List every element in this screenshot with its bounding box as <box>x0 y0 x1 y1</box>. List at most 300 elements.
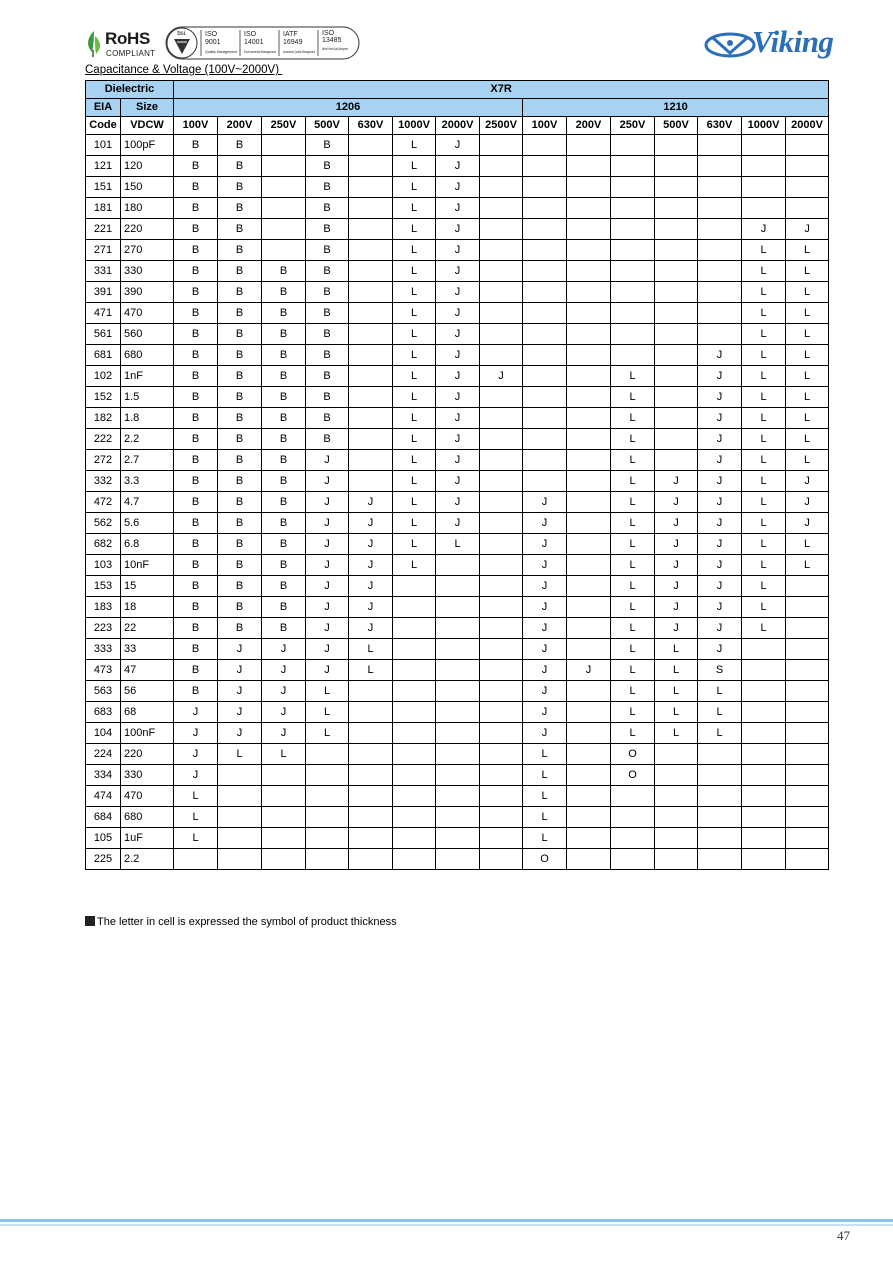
thickness-cell: B <box>174 408 218 429</box>
thickness-cell <box>349 765 393 786</box>
eia-code-cell: 271 <box>86 240 121 261</box>
thickness-cell <box>786 156 829 177</box>
capacitance-voltage-table <box>85 80 829 870</box>
thickness-cell: J <box>698 534 742 555</box>
thickness-cell: B <box>218 534 262 555</box>
thickness-cell <box>393 849 436 870</box>
thickness-cell: J <box>655 513 698 534</box>
thickness-cell: L <box>742 555 786 576</box>
thickness-cell: L <box>655 639 698 660</box>
thickness-cell: J <box>523 576 567 597</box>
thickness-cell: J <box>436 135 480 156</box>
thickness-cell: J <box>174 744 218 765</box>
thickness-cell: L <box>523 786 567 807</box>
thickness-cell: B <box>262 513 306 534</box>
thickness-cell <box>349 282 393 303</box>
table-caption: Capacitance & Voltage (100V~2000V) <box>85 64 283 76</box>
thickness-cell <box>306 786 349 807</box>
thickness-cell: B <box>174 660 218 681</box>
viking-emblem-icon <box>704 31 756 59</box>
thickness-cell <box>742 135 786 156</box>
eia-code-cell: 272 <box>86 450 121 471</box>
capacitance-cell: 5.6 <box>121 513 174 534</box>
table-row <box>86 450 829 471</box>
table-row <box>86 492 829 513</box>
thickness-cell <box>655 765 698 786</box>
thickness-cell <box>698 135 742 156</box>
thickness-cell <box>567 786 611 807</box>
thickness-cell <box>567 429 611 450</box>
thickness-cell <box>436 555 480 576</box>
thickness-cell <box>218 807 262 828</box>
thickness-cell: B <box>262 408 306 429</box>
thickness-cell <box>349 135 393 156</box>
thickness-cell: B <box>218 156 262 177</box>
thickness-cell: B <box>218 366 262 387</box>
table-row <box>86 345 829 366</box>
thickness-cell: J <box>349 534 393 555</box>
table-row <box>86 723 829 744</box>
thickness-cell <box>436 807 480 828</box>
thickness-cell <box>480 429 523 450</box>
thickness-cell: B <box>306 366 349 387</box>
thickness-cell: J <box>698 408 742 429</box>
thickness-cell <box>523 303 567 324</box>
cert-std-4: ISO <box>322 30 335 37</box>
thickness-cell: J <box>698 345 742 366</box>
thickness-cell: L <box>611 702 655 723</box>
table-row <box>86 681 829 702</box>
thickness-cell: B <box>218 219 262 240</box>
footer-rule-light <box>0 1224 893 1226</box>
table-row <box>86 513 829 534</box>
thickness-cell <box>786 198 829 219</box>
thickness-cell <box>655 240 698 261</box>
thickness-cell <box>786 702 829 723</box>
thickness-cell <box>567 198 611 219</box>
thickness-cell: L <box>393 282 436 303</box>
eia-code-cell: 391 <box>86 282 121 303</box>
thickness-cell <box>611 786 655 807</box>
thickness-cell <box>349 366 393 387</box>
thickness-cell <box>567 324 611 345</box>
thickness-cell: B <box>174 345 218 366</box>
capacitance-cell: 220 <box>121 219 174 240</box>
thickness-cell: L <box>393 471 436 492</box>
thickness-cell <box>349 177 393 198</box>
table-row <box>86 576 829 597</box>
thickness-cell: L <box>523 828 567 849</box>
thickness-cell <box>698 240 742 261</box>
thickness-cell: J <box>436 471 480 492</box>
capacitance-cell: 2.2 <box>121 849 174 870</box>
thickness-cell <box>480 282 523 303</box>
thickness-cell <box>742 198 786 219</box>
eia-code-cell: 333 <box>86 639 121 660</box>
thickness-cell <box>480 597 523 618</box>
table-row <box>86 786 829 807</box>
thickness-cell <box>786 849 829 870</box>
thickness-cell <box>349 324 393 345</box>
thickness-cell <box>262 135 306 156</box>
thickness-cell <box>436 786 480 807</box>
capacitance-cell: 4.7 <box>121 492 174 513</box>
thickness-cell: B <box>306 261 349 282</box>
thickness-cell <box>611 219 655 240</box>
thickness-cell: J <box>306 576 349 597</box>
table-row <box>86 807 829 828</box>
table-row <box>86 639 829 660</box>
thickness-cell: J <box>523 513 567 534</box>
cert-std-1: ISO <box>205 31 218 38</box>
thickness-cell <box>611 303 655 324</box>
thickness-cell: L <box>786 303 829 324</box>
thickness-cell <box>306 744 349 765</box>
eia-code-cell: 153 <box>86 576 121 597</box>
capacitance-cell: 120 <box>121 156 174 177</box>
thickness-cell <box>655 303 698 324</box>
thickness-cell: L <box>611 660 655 681</box>
rohs-leaf-icon <box>85 30 103 58</box>
thickness-cell <box>786 177 829 198</box>
thickness-cell: B <box>218 324 262 345</box>
thickness-cell: B <box>174 366 218 387</box>
thickness-cell: J <box>698 387 742 408</box>
thickness-cell: L <box>786 534 829 555</box>
thickness-cell: B <box>218 387 262 408</box>
table-row <box>86 366 829 387</box>
thickness-cell: L <box>523 765 567 786</box>
capacitance-cell: 1.8 <box>121 408 174 429</box>
table-row <box>86 177 829 198</box>
table-row <box>86 135 829 156</box>
thickness-cell: L <box>393 450 436 471</box>
thickness-cell: L <box>218 744 262 765</box>
thickness-cell: B <box>262 597 306 618</box>
thickness-cell <box>349 345 393 366</box>
thickness-cell: L <box>742 618 786 639</box>
thickness-cell: B <box>262 303 306 324</box>
cert-desc-2: Environmental Management <box>244 50 277 54</box>
thickness-cell <box>786 765 829 786</box>
thickness-cell <box>436 639 480 660</box>
thickness-cell: J <box>436 450 480 471</box>
thickness-cell <box>655 345 698 366</box>
thickness-cell: B <box>218 240 262 261</box>
thickness-cell <box>742 786 786 807</box>
thickness-cell: J <box>436 387 480 408</box>
thickness-cell: J <box>436 513 480 534</box>
thickness-cell <box>567 555 611 576</box>
thickness-cell <box>480 177 523 198</box>
thickness-cell <box>567 597 611 618</box>
bsi-mark: bsi. <box>177 31 187 37</box>
thickness-cell: B <box>174 492 218 513</box>
thickness-cell <box>655 450 698 471</box>
thickness-cell: L <box>393 492 436 513</box>
thickness-cell: J <box>786 471 829 492</box>
thickness-cell <box>436 765 480 786</box>
thickness-cell: J <box>218 639 262 660</box>
voltage-header-1210: 250V <box>611 117 655 135</box>
thickness-cell: J <box>655 576 698 597</box>
thickness-cell <box>480 303 523 324</box>
thickness-cell <box>349 723 393 744</box>
thickness-cell <box>742 639 786 660</box>
eia-code-cell: 103 <box>86 555 121 576</box>
capacitance-cell: 330 <box>121 261 174 282</box>
thickness-cell <box>698 324 742 345</box>
thickness-cell <box>567 744 611 765</box>
capacitance-cell: 1uF <box>121 828 174 849</box>
capacitance-cell: 270 <box>121 240 174 261</box>
thickness-cell <box>349 303 393 324</box>
thickness-cell: J <box>523 555 567 576</box>
thickness-cell: L <box>742 492 786 513</box>
thickness-cell <box>611 156 655 177</box>
thickness-cell: L <box>393 198 436 219</box>
thickness-cell <box>698 261 742 282</box>
thickness-cell: B <box>174 324 218 345</box>
eia-code-cell: 683 <box>86 702 121 723</box>
table-row <box>86 618 829 639</box>
thickness-cell: L <box>436 534 480 555</box>
thickness-cell: J <box>523 492 567 513</box>
capacitance-cell: 6.8 <box>121 534 174 555</box>
thickness-cell <box>480 408 523 429</box>
thickness-cell <box>349 408 393 429</box>
thickness-cell <box>523 450 567 471</box>
thickness-cell: B <box>262 345 306 366</box>
thickness-cell <box>480 387 523 408</box>
thickness-cell <box>523 345 567 366</box>
thickness-cell <box>523 240 567 261</box>
thickness-cell <box>349 849 393 870</box>
thickness-cell <box>611 240 655 261</box>
thickness-cell <box>306 807 349 828</box>
thickness-cell <box>436 576 480 597</box>
eia-code-cell: 151 <box>86 177 121 198</box>
thickness-cell <box>786 744 829 765</box>
thickness-cell <box>655 282 698 303</box>
eia-code-cell: 182 <box>86 408 121 429</box>
thickness-cell: B <box>218 135 262 156</box>
thickness-cell: J <box>523 723 567 744</box>
thickness-cell <box>436 660 480 681</box>
thickness-cell <box>567 807 611 828</box>
thickness-cell <box>655 198 698 219</box>
thickness-cell: B <box>174 450 218 471</box>
eia-code-cell: 332 <box>86 471 121 492</box>
thickness-cell: L <box>742 303 786 324</box>
thickness-cell: J <box>349 618 393 639</box>
thickness-cell: B <box>218 576 262 597</box>
thickness-cell: J <box>306 639 349 660</box>
thickness-cell <box>174 849 218 870</box>
thickness-cell <box>567 387 611 408</box>
thickness-cell <box>786 681 829 702</box>
thickness-cell: L <box>611 534 655 555</box>
thickness-cell: L <box>786 555 829 576</box>
thickness-cell <box>611 828 655 849</box>
thickness-cell: L <box>393 261 436 282</box>
eia-code-cell: 121 <box>86 156 121 177</box>
thickness-cell: L <box>786 366 829 387</box>
capacitance-cell: 180 <box>121 198 174 219</box>
thickness-cell: J <box>349 513 393 534</box>
thickness-cell <box>698 765 742 786</box>
capacitance-cell: 15 <box>121 576 174 597</box>
cert-num-3: 16949 <box>283 39 303 46</box>
thickness-cell: L <box>742 282 786 303</box>
thickness-cell <box>698 849 742 870</box>
thickness-cell <box>436 849 480 870</box>
eia-code-cell: 223 <box>86 618 121 639</box>
table-row <box>86 828 829 849</box>
table-row <box>86 429 829 450</box>
thickness-cell: B <box>218 513 262 534</box>
capacitance-cell: 47 <box>121 660 174 681</box>
thickness-cell: J <box>698 555 742 576</box>
thickness-cell: J <box>306 660 349 681</box>
thickness-cell: J <box>436 282 480 303</box>
thickness-cell: J <box>436 261 480 282</box>
capacitance-cell: 100nF <box>121 723 174 744</box>
thickness-cell: L <box>786 408 829 429</box>
thickness-cell <box>306 765 349 786</box>
thickness-cell: J <box>698 492 742 513</box>
thickness-cell: J <box>306 534 349 555</box>
thickness-cell: J <box>786 219 829 240</box>
thickness-cell: B <box>306 429 349 450</box>
cert-desc-3: Automotive Quality Management <box>283 50 316 54</box>
thickness-cell <box>349 828 393 849</box>
thickness-cell <box>349 450 393 471</box>
eia-code-cell: 183 <box>86 597 121 618</box>
thickness-cell: J <box>174 723 218 744</box>
thickness-cell: L <box>611 408 655 429</box>
voltage-header-1206: 500V <box>306 117 349 135</box>
voltage-header-1206: 250V <box>262 117 306 135</box>
cert-std-3: IATF <box>283 31 298 38</box>
voltage-header-1210: 100V <box>523 117 567 135</box>
thickness-cell <box>786 597 829 618</box>
thickness-cell: L <box>393 387 436 408</box>
thickness-cell: J <box>698 429 742 450</box>
thickness-cell: L <box>393 156 436 177</box>
thickness-cell <box>786 135 829 156</box>
thickness-cell <box>393 681 436 702</box>
thickness-cell <box>655 261 698 282</box>
cert-std-2: ISO <box>244 31 257 38</box>
eia-code-cell: 222 <box>86 429 121 450</box>
thickness-cell: L <box>611 471 655 492</box>
table-row <box>86 324 829 345</box>
thickness-cell <box>523 366 567 387</box>
thickness-cell <box>786 723 829 744</box>
thickness-cell <box>655 366 698 387</box>
thickness-cell: L <box>786 282 829 303</box>
thickness-cell <box>698 219 742 240</box>
thickness-cell <box>655 807 698 828</box>
cert-num-4: 13485 <box>322 37 342 44</box>
thickness-cell: J <box>349 576 393 597</box>
thickness-cell: L <box>742 408 786 429</box>
thickness-cell: J <box>262 639 306 660</box>
capacitance-cell: 390 <box>121 282 174 303</box>
thickness-cell: J <box>655 492 698 513</box>
thickness-cell <box>567 261 611 282</box>
thickness-cell: B <box>262 282 306 303</box>
capacitance-cell: 33 <box>121 639 174 660</box>
thickness-cell: J <box>698 576 742 597</box>
thickness-cell: J <box>436 156 480 177</box>
thickness-cell <box>480 702 523 723</box>
thickness-cell: J <box>262 681 306 702</box>
thickness-cell <box>262 198 306 219</box>
voltage-header-1206: 200V <box>218 117 262 135</box>
thickness-cell <box>349 387 393 408</box>
thickness-cell <box>611 807 655 828</box>
thickness-cell <box>698 828 742 849</box>
thickness-cell: L <box>393 324 436 345</box>
voltage-header-1206: 100V <box>174 117 218 135</box>
capacitance-cell: 680 <box>121 807 174 828</box>
capacitance-cell: 68 <box>121 702 174 723</box>
table-row <box>86 744 829 765</box>
table-row <box>86 534 829 555</box>
thickness-cell: L <box>393 177 436 198</box>
table-row <box>86 282 829 303</box>
capacitance-cell: 470 <box>121 303 174 324</box>
thickness-cell <box>742 807 786 828</box>
thickness-cell <box>349 702 393 723</box>
thickness-cell <box>655 429 698 450</box>
thickness-cell <box>436 744 480 765</box>
thickness-cell: L <box>655 681 698 702</box>
thickness-cell <box>480 261 523 282</box>
thickness-cell <box>393 639 436 660</box>
eia-code-cell: 181 <box>86 198 121 219</box>
capacitance-cell: 470 <box>121 786 174 807</box>
thickness-cell: J <box>655 618 698 639</box>
thickness-cell <box>349 471 393 492</box>
thickness-cell: B <box>174 681 218 702</box>
thickness-cell: B <box>218 618 262 639</box>
thickness-cell: B <box>306 303 349 324</box>
voltage-header-1210: 630V <box>698 117 742 135</box>
thickness-cell: L <box>742 240 786 261</box>
size-1210: 1210 <box>523 99 829 117</box>
table-row <box>86 765 829 786</box>
table-row <box>86 387 829 408</box>
thickness-cell <box>567 723 611 744</box>
thickness-cell <box>480 324 523 345</box>
thickness-cell: J <box>523 702 567 723</box>
thickness-cell <box>567 492 611 513</box>
thickness-cell <box>523 135 567 156</box>
thickness-cell: B <box>262 366 306 387</box>
thickness-cell <box>567 639 611 660</box>
thickness-cell <box>480 765 523 786</box>
thickness-cell <box>698 303 742 324</box>
eia-code-cell: 563 <box>86 681 121 702</box>
thickness-cell: B <box>174 303 218 324</box>
thickness-cell: L <box>742 261 786 282</box>
thickness-cell <box>655 387 698 408</box>
thickness-cell: J <box>523 681 567 702</box>
thickness-cell <box>567 450 611 471</box>
